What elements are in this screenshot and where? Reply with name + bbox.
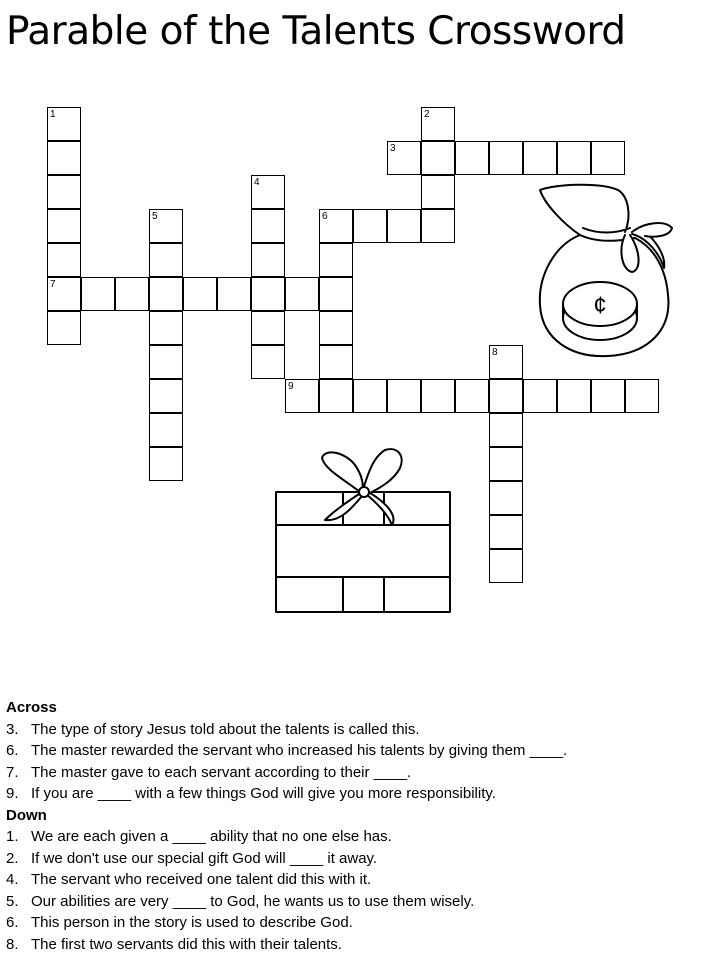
clue-number-label: 1 [50,109,56,120]
clue-text: This person in the story is used to describe God. [31,914,353,931]
clue-number: 4. [6,871,19,888]
gift-box-icon [276,449,450,612]
clue-number: 6. [6,914,19,931]
clue-text: Our abilities are very ____ to God, he wants us to use them wisely. [31,892,475,910]
clue-item [6,719,712,741]
clue-number-label: 7 [50,279,56,290]
clue-number-label: 4 [254,177,260,188]
clue-number: 7. [6,763,19,781]
clue-number: 6. [6,742,19,759]
clue-text: We are each given a ____ ability that no one else has. [31,828,392,845]
clue-number-label: 5 [152,211,158,222]
clue-number: 9. [6,785,19,802]
clue-item [6,740,712,762]
clue-text: If we don't use our special gift God will ____ it away. [31,849,378,867]
clue-text: The type of story Jesus told about the talents is called this. [31,720,420,738]
clue-text: The servant who received one talent did this with it. [31,871,372,888]
clue-text: The master rewarded the servant who increased his talents by giving them ____. [31,742,568,759]
clue-item [6,762,712,784]
clue-number-label: 6 [322,211,328,222]
clue-text: The master gave to each servant according to their ____. [31,763,412,781]
clue-number: 1. [6,828,19,845]
clue-text: The first two servants did this with their talents. [31,935,342,953]
clue-item [6,783,712,805]
down-heading: Down [6,806,47,824]
clue-item [6,848,712,870]
clue-item [6,891,712,913]
clues-section [6,697,712,955]
across-heading: Across [6,699,57,716]
clue-number: 5. [6,892,19,910]
money-bag-icon [540,185,672,356]
clue-number-label: 3 [390,143,396,154]
clue-number-label: 2 [424,109,430,120]
clue-number: 3. [6,720,19,738]
clue-item [6,826,712,848]
page-title: Parable of the Talents Crossword [6,9,626,54]
clue-number: 2. [6,849,19,867]
across-clues [6,719,712,805]
clue-text: If you are ____ with a few things God will give you more responsibility. [31,785,496,802]
down-clues [6,826,712,955]
clue-item [6,934,712,956]
clue-number: 8. [6,935,19,953]
clue-item [6,869,712,891]
clue-number-label: 9 [288,381,294,392]
cent-symbol: ¢ [593,292,607,319]
clue-item [6,912,712,934]
clue-number-label: 8 [492,347,498,358]
